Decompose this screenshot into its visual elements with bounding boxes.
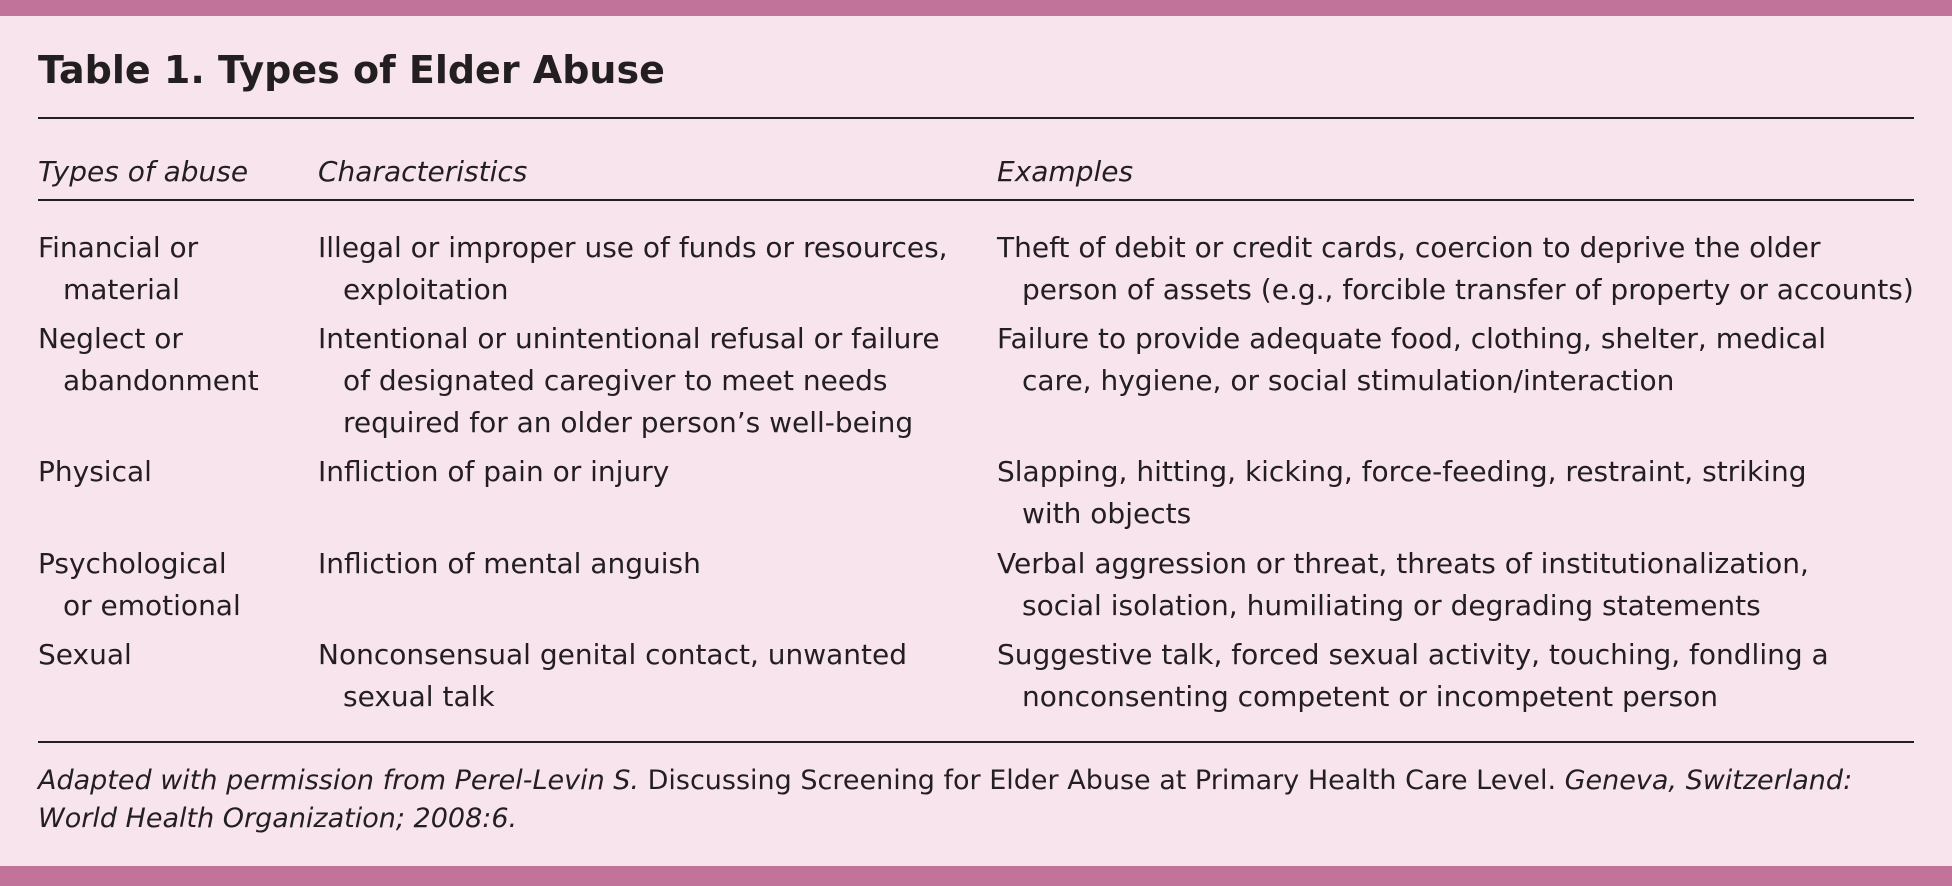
cell-line: social isolation, humiliating or degrading statements <box>1022 589 1761 622</box>
row-physical-type <box>38 451 152 493</box>
cell-line: Intentional or unintentional refusal or failure <box>318 322 940 355</box>
cell-line: Infliction of mental anguish <box>318 547 701 580</box>
footnote-citation-author: Adapted with permission from Perel-Levin S. <box>38 765 639 796</box>
row-psychological-characteristics <box>318 543 701 585</box>
row-neglect-examples <box>997 318 1826 402</box>
cell-line: Nonconsensual genital contact, unwanted <box>318 638 908 671</box>
title-rule <box>38 117 1914 119</box>
cell-line: of designated caregiver to meet needs <box>343 364 888 397</box>
row-sexual-type <box>38 634 132 676</box>
cell-line: Failure to provide adequate food, clothing, shelter, medical <box>997 322 1827 355</box>
source-footnote <box>38 762 1918 838</box>
header-examples: Examples <box>997 155 1134 188</box>
cell-line: Infliction of pain or injury <box>318 455 670 488</box>
cell-line: material <box>63 273 180 306</box>
header-types-of-abuse: Types of abuse <box>38 155 249 188</box>
row-psychological-examples <box>997 543 1809 627</box>
cell-line: required for an older person’s well-being <box>343 406 914 439</box>
cell-line: Psychological <box>38 547 227 580</box>
cell-line: Verbal aggression or threat, threats of institutionalization, <box>997 547 1809 580</box>
footnote-citation-publisher: Geneva, Switzerland: World Health Organization; 2008:6. <box>38 765 1853 834</box>
row-financial-examples <box>997 227 1914 311</box>
row-psychological-type <box>38 543 241 627</box>
row-sexual-examples <box>997 634 1829 718</box>
top-accent-bar <box>0 0 1952 16</box>
cell-line: or emotional <box>63 589 241 622</box>
row-financial-characteristics <box>318 227 948 311</box>
cell-line: Sexual <box>38 638 132 671</box>
row-physical-characteristics <box>318 451 669 493</box>
cell-line: care, hygiene, or social stimulation/interaction <box>1022 364 1675 397</box>
header-rule <box>38 199 1914 201</box>
table-title: Table 1. Types of Elder Abuse <box>38 48 665 92</box>
cell-line: Illegal or improper use of funds or resources, <box>318 231 948 264</box>
bottom-rule <box>38 741 1914 743</box>
cell-line: Neglect or <box>38 322 183 355</box>
row-neglect-characteristics <box>318 318 940 444</box>
row-neglect-type <box>38 318 259 402</box>
cell-line: Suggestive talk, forced sexual activity, touching, fondling a <box>997 638 1829 671</box>
cell-line: Financial or <box>38 231 199 264</box>
cell-line: exploitation <box>343 273 509 306</box>
row-physical-examples <box>997 451 1806 535</box>
bottom-accent-bar <box>0 866 1952 886</box>
row-financial-type <box>38 227 198 311</box>
footnote-citation-title: Discussing Screening for Elder Abuse at Primary Health Care Level. <box>639 765 1565 796</box>
row-sexual-characteristics <box>318 634 907 718</box>
cell-line: nonconsenting competent or incompetent person <box>1022 680 1718 713</box>
cell-line: sexual talk <box>343 680 495 713</box>
cell-line: Theft of debit or credit cards, coercion to deprive the older <box>997 231 1821 264</box>
cell-line: abandonment <box>63 364 259 397</box>
cell-line: with objects <box>1022 497 1192 530</box>
cell-line: person of assets (e.g., forcible transfer of property or accounts) <box>1022 273 1914 306</box>
header-characteristics: Characteristics <box>318 155 528 188</box>
cell-line: Physical <box>38 455 152 488</box>
cell-line: Slapping, hitting, kicking, force-feeding, restraint, striking <box>997 455 1807 488</box>
